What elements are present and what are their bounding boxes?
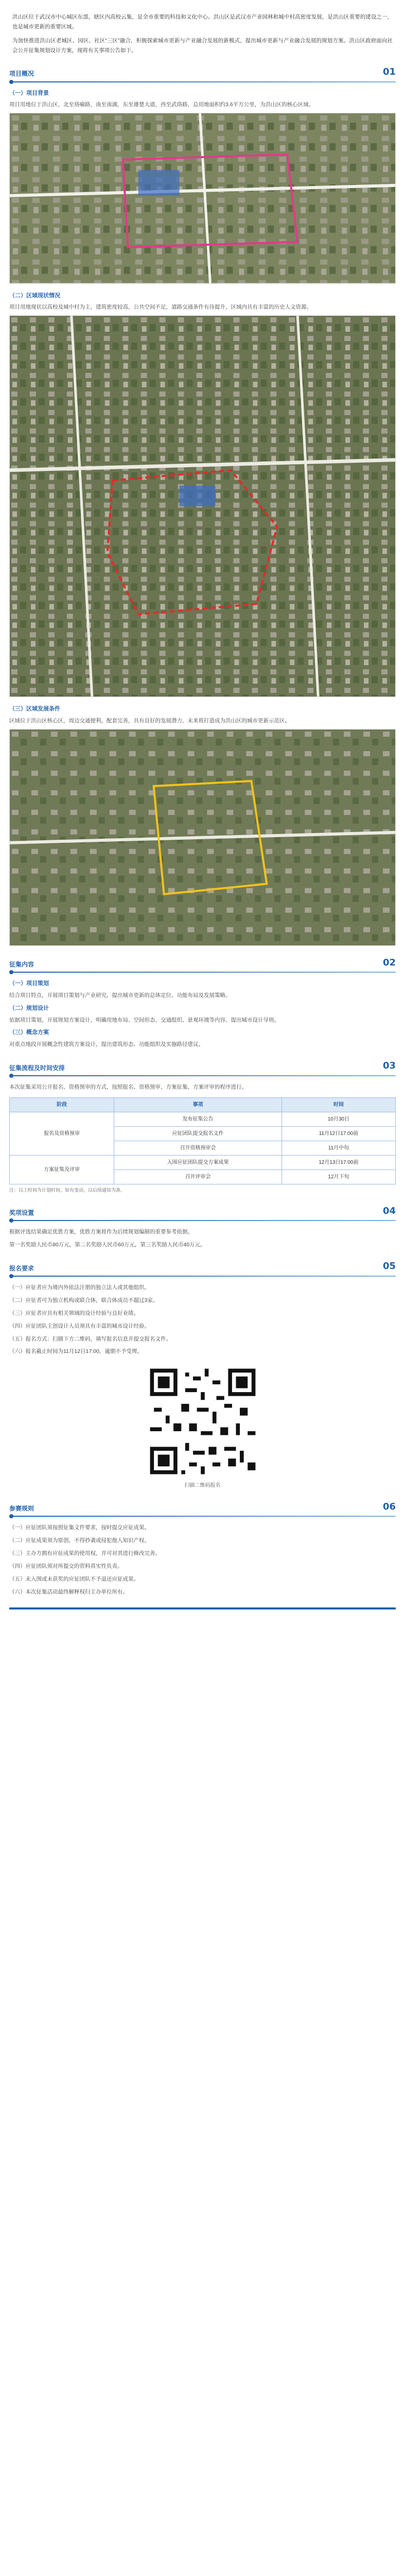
paragraph: 对重点地段开展概念性建筑方案设计，提出建筑形态、功能组织及实施路径建议。 bbox=[9, 1041, 204, 1048]
schedule-table-wrap bbox=[9, 1097, 396, 1194]
table-cell: 应征团队提交报名文件 bbox=[114, 1126, 282, 1141]
section-header-signup bbox=[9, 1259, 396, 1277]
section-number: 06 bbox=[382, 1501, 396, 1512]
section-title: 征集流程及时间安排 bbox=[9, 1064, 65, 1072]
subheading: （二）区域现状情况 bbox=[9, 292, 60, 299]
table-cell: 11月中旬 bbox=[281, 1141, 395, 1155]
section-dot bbox=[9, 80, 13, 84]
aerial-map-1 bbox=[9, 113, 396, 284]
section-divider bbox=[9, 1276, 396, 1277]
schedule-table bbox=[9, 1097, 396, 1184]
list-item: （四）应征团队须对所提交的资料真实性负责。 bbox=[9, 1563, 123, 1569]
table-cell: 方案征集及评审 bbox=[10, 1155, 114, 1184]
subheading: （一）项目背景 bbox=[9, 90, 49, 96]
section-divider bbox=[9, 1516, 396, 1517]
section-dot bbox=[9, 1274, 13, 1278]
section-title: 项目概况 bbox=[9, 70, 34, 78]
section-divider bbox=[9, 81, 396, 82]
qr-caption: 扫描二维码报名 bbox=[184, 1483, 221, 1489]
paragraph: 根据评选结果确定优胜方案，优胜方案将作为后续规划编制的重要参考依据。 bbox=[9, 1229, 193, 1235]
subheading: （二）规划设计 bbox=[9, 1005, 49, 1011]
list-item: （二）应征者可为独立机构或联合体，联合体成员不超过3家。 bbox=[9, 1297, 159, 1303]
section-dot bbox=[9, 1074, 13, 1078]
table-note: 注：以上时间为计划时间，如有变动，以后续通知为准。 bbox=[9, 1187, 126, 1193]
section-number: 03 bbox=[382, 1060, 396, 1072]
section-number: 02 bbox=[382, 957, 396, 968]
list-item: （一）应征者应为境内外依法注册的独立法人或其他组织。 bbox=[9, 1284, 150, 1291]
list-item: （二）应征成果须为原创，不得抄袭或侵犯他人知识产权。 bbox=[9, 1537, 150, 1544]
aerial-map-image bbox=[10, 730, 395, 945]
list-item: （一）应征团队须按照征集文件要求，按时提交应征成果。 bbox=[9, 1524, 150, 1531]
aerial-map-image bbox=[10, 316, 395, 697]
table-row bbox=[10, 1155, 396, 1170]
list-item: （五）报名方式：扫描下方二维码，填写报名信息并提交报名文件。 bbox=[9, 1335, 171, 1342]
paragraph: 结合项目特点，开展项目策划与产业研究，提出城市更新的总体定位、功能布局及发展策略。 bbox=[9, 992, 231, 998]
section-header-schedule bbox=[9, 1059, 396, 1076]
list-item: （四）应征团队主创设计人员须具有丰富的城市设计经验。 bbox=[9, 1323, 150, 1329]
section-title: 报名要求 bbox=[9, 1264, 34, 1272]
section-divider bbox=[9, 972, 396, 973]
table-cell: 召开资格预审会 bbox=[114, 1141, 282, 1155]
aerial-map-image bbox=[10, 113, 395, 283]
section-divider bbox=[9, 1075, 396, 1076]
table-cell: 入围应征团队提交方案成果 bbox=[114, 1155, 282, 1170]
table-header-cell: 阶段 bbox=[10, 1097, 114, 1112]
section-title: 参赛规则 bbox=[9, 1504, 34, 1512]
section-number: 01 bbox=[382, 66, 396, 77]
subheading: （三）概念方案 bbox=[9, 1029, 49, 1036]
intro-paragraph-1: 洪山区位于武汉市中心城区东部，辖区内高校云集，是全市重要的科技和文化中心。洪山区是武汉市产业园林和城中村高密度发展，是洪山区重要的建设之一，也是城市更新的重要区域。 bbox=[12, 14, 393, 30]
subheading: （三）区域发展条件 bbox=[9, 706, 60, 713]
paragraph: 本次征集采用公开报名、资格预审的方式，按照报名、资格预审、方案征集、方案评审的程序进行。 bbox=[9, 1084, 247, 1091]
table-cell: 12月下旬 bbox=[281, 1170, 395, 1184]
section-title: 征集内容 bbox=[9, 960, 34, 968]
section-dot bbox=[9, 970, 13, 974]
table-row bbox=[10, 1112, 396, 1126]
table-header-cell: 事项 bbox=[114, 1097, 282, 1112]
paragraph: 项目用地现状以高校及城中村为主，建筑密度较高，公共空间不足，道路交通条件有待提升，区域内具有丰富的历史人文资源。 bbox=[9, 304, 312, 311]
list-item: （六）本次征集活动最终解释权归主办单位所有。 bbox=[9, 1588, 128, 1595]
subheading: （一）项目策划 bbox=[9, 980, 49, 987]
section-number: 04 bbox=[382, 1205, 396, 1216]
section-number: 05 bbox=[382, 1261, 396, 1272]
section-header-rules bbox=[9, 1499, 396, 1517]
section-header-overview bbox=[9, 65, 396, 82]
paragraph: 项目用地位于洪山区，北至珞喻路，南至南湖，东至雄楚大道，西至武珞路，总用地面积约3.6平方公里，为洪山区的核心区域。 bbox=[9, 101, 314, 108]
intro-paragraph-2: 为加快推进洪山区老城区、园区、社区“三区”融合，积极探索城市更新与产业融合发展的新模式，提出城市更新与产业融合发展的规划方案。洪山区政府面向社会公开征集规划设计方案，现将有关事项公告如下。 bbox=[12, 37, 393, 54]
paragraph: 区域位于洪山区核心区，周边交通便利，配套完善，具有良好的发展潜力，未来将打造成为洪山区的城市更新示范区。 bbox=[9, 717, 290, 724]
table-cell: 发布征集公告 bbox=[114, 1112, 282, 1126]
list-item: （六）报名截止时间为11月12日17:00，逾期不予受理。 bbox=[9, 1348, 143, 1355]
section-divider bbox=[9, 1220, 396, 1221]
section-header-content bbox=[9, 955, 396, 973]
list-item: （五）未入围或未获奖的应征团队不予退还应征成果。 bbox=[9, 1575, 139, 1582]
table-header-cell: 时间 bbox=[281, 1097, 395, 1112]
table-cell: 召开评审会 bbox=[114, 1170, 282, 1184]
table-cell: 12月13日17:00前 bbox=[281, 1155, 395, 1170]
qr-code-icon bbox=[146, 1365, 259, 1478]
paragraph: 第一名奖励人民币80万元，第二名奖励人民币60万元，第三名奖励人民币40万元。 bbox=[9, 1242, 206, 1248]
list-item: （三）应征者应具有相关领域的设计经验与良好业绩。 bbox=[9, 1310, 139, 1316]
bottom-bar bbox=[9, 1607, 396, 1609]
aerial-map-3 bbox=[9, 729, 396, 946]
section-dot bbox=[9, 1514, 13, 1518]
section-header-awards bbox=[9, 1204, 396, 1221]
table-cell: 11月12日17:00前 bbox=[281, 1126, 395, 1141]
table-cell: 报名及资格预审 bbox=[10, 1112, 114, 1155]
qr-code[interactable] bbox=[146, 1365, 259, 1478]
section-title: 奖项设置 bbox=[9, 1209, 34, 1216]
table-header-row bbox=[10, 1097, 396, 1112]
table-cell: 10月30日 bbox=[281, 1112, 395, 1126]
section-dot bbox=[9, 1218, 13, 1223]
list-item: （三）主办方拥有应征成果的使用权，并可对其进行修改完善。 bbox=[9, 1550, 161, 1557]
paragraph: 依据项目策划，开展规划方案设计，明确用地布局、空间形态、交通组织、景观环境等内容，提出城市设计导则。 bbox=[9, 1016, 279, 1023]
aerial-map-2 bbox=[9, 315, 396, 697]
intro bbox=[9, 9, 396, 56]
